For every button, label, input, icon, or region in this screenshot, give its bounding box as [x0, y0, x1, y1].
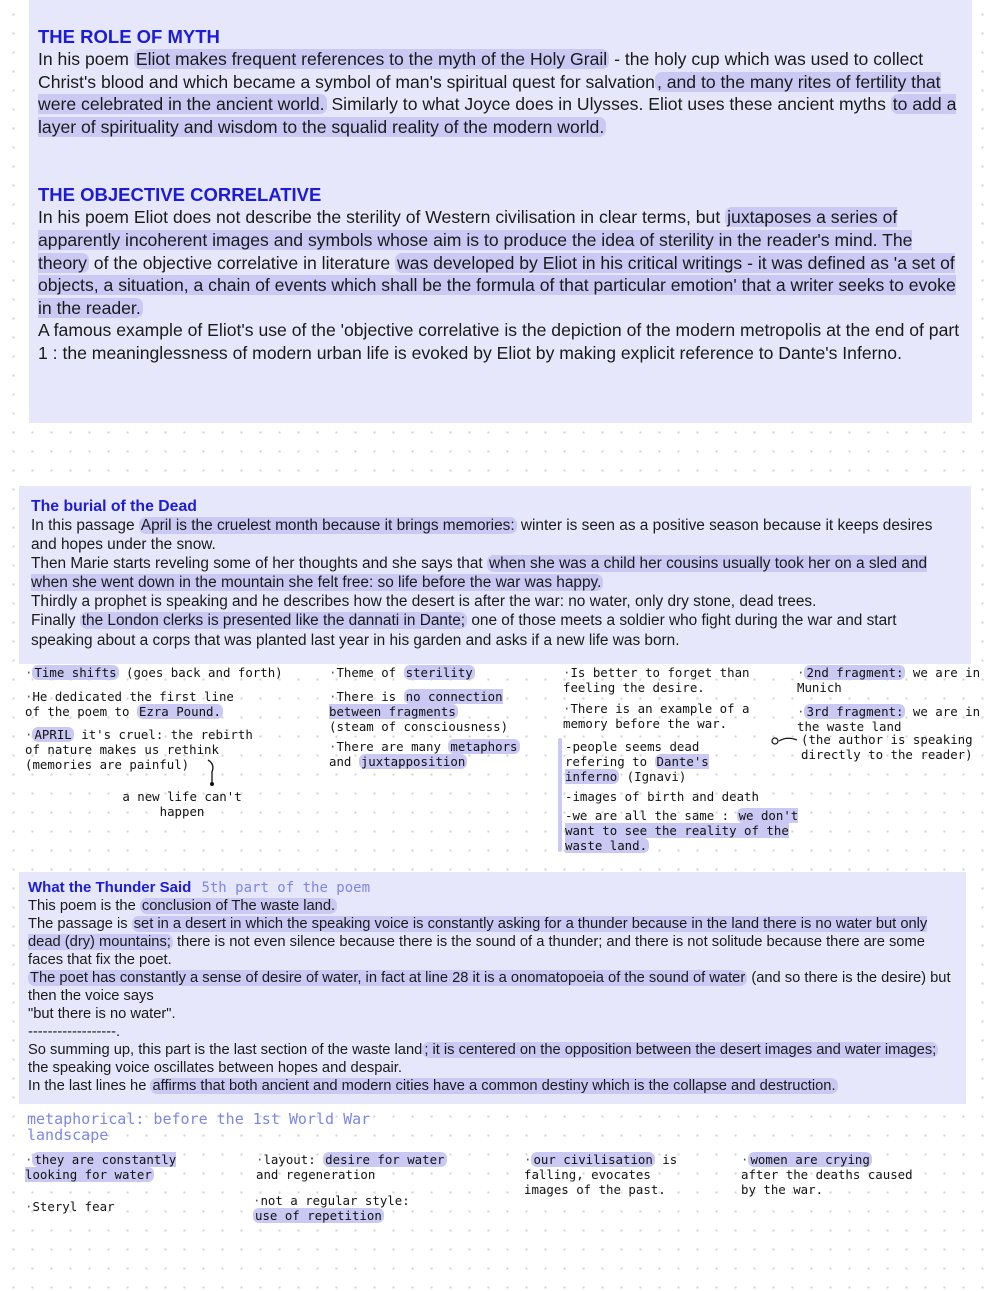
- text-span: (Ignavi): [619, 769, 687, 784]
- text-span: There is: [336, 689, 404, 704]
- highlight-span: sterility: [405, 665, 473, 680]
- myth-correlative-panel: [29, 0, 972, 423]
- highlight-span: set in a desert in which the speaking voice is constantly asking for a thunder because in the land there is no water but only dead (dry) mountains;: [28, 916, 928, 950]
- text-span: The passage is: [28, 916, 132, 932]
- note-metaphors: ·There are many metaphors and juxtapposition: [329, 739, 518, 769]
- highlight-span: The poet has constantly a sense of desire of water, in fact at line 28 it is a onomatopoeia of the sound of water: [30, 970, 746, 986]
- note-new-life: a new life can't happen: [122, 789, 242, 819]
- note-memory: ·There is an example of a memory before the war.: [563, 701, 750, 731]
- highlight-span: desire for water: [325, 1152, 445, 1167]
- text-span: In this passage: [31, 517, 139, 534]
- highlight-span: juxtaposes a series of apparently incoherent images and symbols whose aim is to produce the idea of sterility in the reader's mind. The theory: [38, 207, 913, 273]
- arrow-icon: [205, 758, 219, 788]
- highlight-span: we don't want to see the reality of the waste land.: [565, 808, 799, 853]
- text-span: landscape: [27, 1126, 109, 1144]
- highlight-span: to add a layer of spirituality and wisdom to the squalid reality of the modern world.: [38, 94, 957, 137]
- role-of-myth-heading: THE ROLE OF MYTH: [38, 26, 220, 47]
- fifth-part-annotation: 5th part of the poem: [201, 880, 371, 896]
- note-author-speaking: (the author is speaking directly to the reader): [801, 732, 973, 762]
- text-span: Theme of: [336, 665, 404, 680]
- highlight-span: juxtapposition: [360, 754, 466, 769]
- highlight-span: 2nd fragment:: [806, 665, 904, 680]
- thunder-said-panel: [19, 872, 966, 1104]
- highlight-span: Time shifts: [34, 665, 117, 680]
- text-span: In his poem Eliot does not describe the sterility of Western civilisation in clear terms, but: [38, 207, 726, 228]
- highlight-span: women are crying: [750, 1152, 870, 1167]
- thunder-line: [28, 969, 957, 1005]
- highlight-span: Ezra Pound.: [138, 704, 221, 719]
- note-april: · APRIL it's cruel: the rebirth of nature makes us rethink (memories are painful): [25, 727, 253, 772]
- note-birth-death: -images of birth and death: [565, 789, 759, 804]
- highlight-span: the London clerks is presented like the dannati in Dante;: [81, 612, 466, 630]
- highlight-span: ; it is centered on the opposition between the desert images and water images;: [424, 1042, 937, 1058]
- objective-correlative-paragraph: [38, 206, 963, 319]
- text-span: is falling, evocates images of the past.: [524, 1152, 678, 1197]
- text-span: In his poem: [38, 49, 134, 69]
- thunder-line: [28, 897, 957, 915]
- text-span: the speaking voice oscillates between hopes and despair.: [28, 1060, 402, 1076]
- text-span: one of those meets a soldier who fight during the war and start speaking about a corps that was planted last year in his garden and asks if a new life was born.: [31, 612, 897, 649]
- text-span: we are in the waste land: [797, 704, 981, 734]
- burial-line: Thirdly a prophet is speaking and he describes how the desert is after the war: no water, only dry stone, dead trees.: [31, 593, 817, 611]
- note-forget: ·Is better to forget than feeling the desire.: [563, 665, 750, 695]
- highlight-span: no connection between fragments: [329, 689, 503, 719]
- note-time-shifts: · Time shifts (goes back and forth): [25, 665, 283, 680]
- highlight-span: when she was a child her cousins usually took her on a sled and when she went down in the mountain she felt free: so life before the war was happy.: [31, 555, 928, 592]
- text-span: of the objective correlative in literature: [88, 252, 395, 273]
- note-layout: ·layout: desire for water and regeneration: [256, 1152, 445, 1182]
- thunder-line: [28, 1041, 957, 1077]
- thunder-line: [28, 1077, 957, 1095]
- note-civilisation: · our civilisation is falling, evocates images of the past.: [524, 1152, 678, 1197]
- highlight-span: was developed by Eliot in his critical writings - it was defined as 'a set of objects, a situation, a chain of events which shall be the formula of that particular emotion' that a writer seeks to evoke in the reader.: [38, 252, 956, 318]
- text-span: images of birth and death: [572, 789, 759, 804]
- text-span: This poem is the: [28, 898, 140, 914]
- arrow-icon: [769, 734, 799, 748]
- highlight-span: metaphors: [450, 739, 518, 754]
- text-span: Finally: [31, 612, 80, 630]
- note-sterility: ·Theme of sterility: [329, 665, 473, 680]
- text-span: winter is seen as a positive season because it keeps desires and hopes under the snow.: [31, 517, 933, 554]
- thunder-heading: What the Thunder Said: [28, 879, 192, 896]
- margin-bar: [558, 738, 562, 852]
- highlight-span: our civilisation: [533, 1152, 653, 1167]
- text-span: : before the 1st World War: [135, 1110, 371, 1128]
- note-people-dead: -people seems dead refering to Dante's inferno (Ignavi): [565, 739, 709, 784]
- text-span: He dedicated the first line of the poem to: [25, 689, 234, 719]
- burial-line: [31, 516, 959, 554]
- highlight-span: , and to the many rites of fertility that were celebrated in the ancient world.: [38, 71, 941, 115]
- highlight-span: 3rd fragment:: [806, 704, 904, 719]
- burial-heading: The burial of the Dead: [31, 498, 197, 515]
- text-span: metaphorical: [27, 1110, 136, 1128]
- burial-line: [31, 554, 959, 592]
- thunder-line: [28, 915, 957, 969]
- highlight-span: conclusion of The waste land.: [141, 898, 336, 914]
- text-span: So summing up, this part is the last section of the waste land: [28, 1042, 423, 1058]
- text-span: and: [329, 754, 359, 769]
- highlight-span: affirms that both ancient and modern cities have a common destiny which is the collapse and destruction.: [152, 1078, 836, 1094]
- text-span: people seems dead refering to: [565, 739, 700, 769]
- text-span: There is an example of a memory before the war.: [563, 701, 750, 731]
- note-all-same: -we are all the same : we don't want to see the reality of the waste land.: [565, 808, 799, 853]
- note-2nd-fragment: · 2nd fragment: we are in Munich: [797, 665, 981, 695]
- note-dedication: ·He dedicated the first line of the poem to Ezra Pound.: [25, 689, 234, 719]
- text-span: not a regular style:: [260, 1193, 410, 1208]
- text-span: we are all the same :: [572, 808, 737, 823]
- highlight-span: use of repetition: [255, 1208, 382, 1223]
- note-looking-for-water: · they are constantly looking for water: [25, 1152, 177, 1182]
- note-no-connection: ·There is no connection between fragments (steam of consciousness): [329, 689, 509, 734]
- text-span: In the last lines he: [28, 1078, 151, 1094]
- burial-line: [31, 611, 959, 649]
- highlight-span: April is the cruelest month because it brings memories:: [140, 517, 515, 534]
- highlight-span: they are constantly looking for water: [25, 1152, 177, 1182]
- burial-of-the-dead-panel: [19, 486, 971, 664]
- thunder-heading-row: [28, 879, 957, 897]
- text-span: and regeneration: [256, 1167, 376, 1182]
- highlight-span: Eliot makes frequent references to the myth of the Holy Grail: [135, 49, 608, 69]
- note-steryl-fear: ·Steryl fear: [25, 1199, 115, 1214]
- text-span: there is not even silence because there is the sound of a thunder; and there is not solitude because there are some faces that fix the poet.: [28, 934, 925, 968]
- text-span: (steam of consciousness): [329, 719, 509, 734]
- text-span: after the deaths caused by the war.: [741, 1167, 913, 1197]
- highlight-span: APRIL: [34, 727, 72, 742]
- thunder-divider: ------------------.: [28, 1024, 121, 1040]
- text-span: layout:: [263, 1152, 324, 1167]
- text-span: it's cruel: the rebirth of nature makes us rethink (memories are painful): [25, 727, 253, 772]
- text-span: Steryl fear: [32, 1199, 115, 1214]
- objective-correlative-heading: THE OBJECTIVE CORRELATIVE: [38, 184, 322, 206]
- note-3rd-fragment: · 3rd fragment: we are in the waste land: [797, 704, 981, 734]
- text-span: Then Marie starts reveling some of her thoughts and she says that: [31, 555, 487, 573]
- highlight-span: Dante's inferno: [565, 754, 709, 784]
- text-span: Similarly to what Joyce does in Ulysses. Eliot uses these ancient myths: [326, 94, 891, 115]
- text-span: (goes back and forth): [118, 665, 283, 680]
- thunder-line: "but there is no water".: [28, 1006, 176, 1022]
- metaphorical-landscape-heading: [27, 1111, 370, 1143]
- text-span: - the holy cup which was used to collect Christ's blood and which became a symbol of man's spiritual quest for salvation: [38, 49, 924, 92]
- text-span: There are many: [336, 739, 449, 754]
- role-of-myth-paragraph: [38, 48, 963, 138]
- note-women-crying: · women are crying after the deaths caused by the war.: [741, 1152, 913, 1197]
- text-span: (and so there is the desire) but then the voice says: [28, 970, 951, 1004]
- text-span: we are in Munich: [797, 665, 981, 695]
- objective-correlative-example: A famous example of Eliot's use of the 'objective correlative is the depiction of the modern metropolis at the end of part 1 : the meaninglessness of modern urban life is evoked by Eliot by making explicit reference to Dante's Inferno.: [38, 320, 960, 363]
- text-span: Is better to forget than feeling the desire.: [563, 665, 750, 695]
- note-style: ·not a regular style: use of repetition: [253, 1193, 410, 1223]
